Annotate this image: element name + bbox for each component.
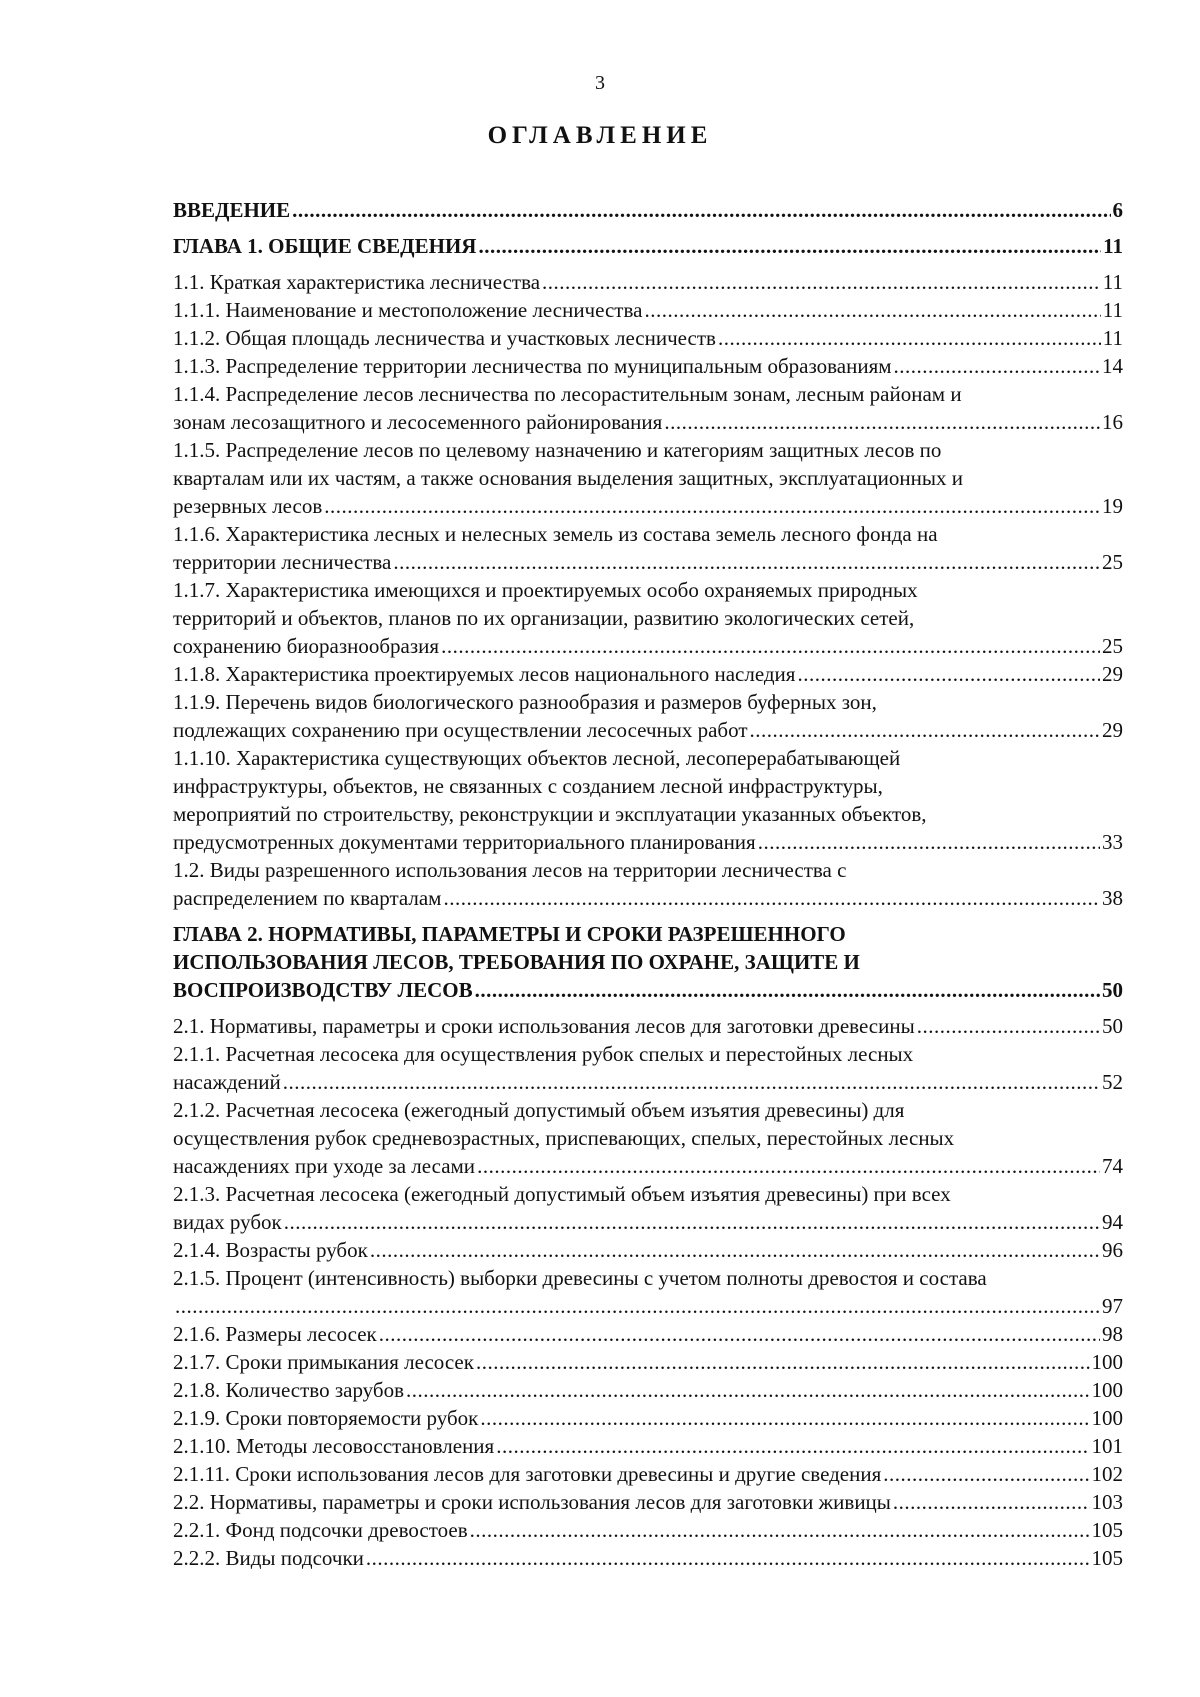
- dot-leader: [283, 1068, 1100, 1096]
- toc-entry-text: 2.1.6. Размеры лесосек: [173, 1322, 377, 1346]
- toc-entry-text: 1.1.2. Общая площадь лесничества и участковых лесничеств: [173, 326, 716, 350]
- dot-leader: [476, 1348, 1090, 1376]
- toc-entry-text: подлежащих сохранению при осуществлении лесосечных работ: [173, 718, 748, 742]
- table-of-contents: [173, 196, 1123, 1572]
- toc-entry: [173, 352, 1123, 380]
- toc-page-number: 98: [1102, 1322, 1123, 1346]
- toc-entry-text: 2.1. Нормативы, параметры и сроки использования лесов для заготовки древесины: [173, 1014, 915, 1038]
- toc-entry: [173, 1432, 1123, 1460]
- toc-page-number: 11: [1102, 298, 1123, 322]
- dot-leader: [542, 268, 1101, 296]
- toc-entry-text: зонам лесозащитного и лесосеменного районирования: [173, 410, 663, 434]
- toc-entry-text: 1.2. Виды разрешенного использования лесов на территории лесничества с: [173, 858, 847, 882]
- toc-page-number: 19: [1102, 494, 1123, 518]
- toc-entry-text: насаждениях при уходе за лесами: [173, 1154, 476, 1178]
- toc-page-number: 14: [1102, 354, 1123, 378]
- toc-entry-text: мероприятий по строительству, реконструкции и эксплуатации указанных объектов,: [173, 802, 927, 826]
- toc-entry-text: сохранению биоразнообразия: [173, 634, 440, 658]
- dot-leader: [475, 976, 1100, 1004]
- toc-page-number: 11: [1103, 234, 1123, 258]
- toc-page-number: 74: [1102, 1154, 1123, 1178]
- toc-entry: [173, 196, 1123, 224]
- dot-leader: [284, 1208, 1100, 1236]
- toc-entry-text: кварталам или их частям, а также основания выделения защитных, эксплуатационных и: [173, 466, 963, 490]
- toc-entry-text: 1.1.3. Распределение территории лесничества по муниципальным образованиям: [173, 354, 892, 378]
- toc-entry: [173, 1236, 1123, 1264]
- dot-leader: [370, 1236, 1100, 1264]
- toc-page-number: 103: [1091, 1490, 1123, 1514]
- toc-entry: [173, 1376, 1123, 1404]
- toc-entry-text: 1.1.6. Характеристика лесных и нелесных земель из состава земель лесного фонда на: [173, 522, 938, 546]
- toc-entry-text: 1.1.1. Наименование и местоположение лесничества: [173, 298, 643, 322]
- toc-entry: [173, 856, 1123, 912]
- toc-entry-text: 1.1.10. Характеристика существующих объектов лесной, лесоперерабатывающей: [173, 746, 901, 770]
- toc-page-number: 29: [1102, 662, 1123, 686]
- toc-entry-text: 2.1.4. Возрасты рубок: [173, 1238, 368, 1262]
- toc-page-number: 25: [1102, 550, 1123, 574]
- toc-entry: [173, 688, 1123, 744]
- dot-leader: [750, 716, 1100, 744]
- dot-leader: [441, 632, 1100, 660]
- toc-entry: [173, 296, 1123, 324]
- toc-entry: [173, 520, 1123, 576]
- dot-leader: [883, 1460, 1089, 1488]
- dot-leader: [917, 1012, 1100, 1040]
- dot-leader: [406, 1376, 1090, 1404]
- toc-page-number: 101: [1091, 1434, 1123, 1458]
- dot-leader: [893, 1488, 1090, 1516]
- toc-page-number: 100: [1091, 1350, 1123, 1374]
- toc-entry-text: 2.2.1. Фонд подсочки древостоев: [173, 1518, 468, 1542]
- dot-leader: [443, 884, 1100, 912]
- dot-leader: [718, 324, 1101, 352]
- dot-leader: [480, 1404, 1089, 1432]
- toc-entry: [173, 1040, 1123, 1096]
- toc-entry-text: ГЛАВА 2. НОРМАТИВЫ, ПАРАМЕТРЫ И СРОКИ РАЗРЕШЕННОГО: [173, 922, 846, 946]
- toc-entry-text: 1.1.4. Распределение лесов лесничества по лесорастительным зонам, лесным районам и: [173, 382, 962, 406]
- toc-entry: [173, 324, 1123, 352]
- toc-entry: [173, 1180, 1123, 1236]
- dot-leader: [175, 1292, 1100, 1320]
- toc-entry: [173, 1348, 1123, 1376]
- toc-entry: [173, 1404, 1123, 1432]
- toc-entry-text: 2.1.8. Количество зарубов: [173, 1378, 404, 1402]
- toc-entry: [173, 1488, 1123, 1516]
- toc-entry-text: ВОСПРОИЗВОДСТВУ ЛЕСОВ: [173, 978, 473, 1002]
- toc-entry-text: видах рубок: [173, 1210, 282, 1234]
- toc-entry: [173, 1516, 1123, 1544]
- toc-page-number: 16: [1102, 410, 1123, 434]
- toc-page-number: 50: [1102, 1014, 1123, 1038]
- dot-leader: [366, 1544, 1090, 1572]
- dot-leader: [477, 1152, 1100, 1180]
- toc-entry-text: 2.1.10. Методы лесовосстановления: [173, 1434, 495, 1458]
- toc-entry-text: 1.1. Краткая характеристика лесничества: [173, 270, 541, 294]
- toc-entry-text: распределением по кварталам: [173, 886, 442, 910]
- toc-entry-text: 2.1.1. Расчетная лесосека для осуществления рубок спелых и перестойных лесных: [173, 1042, 914, 1066]
- dot-leader: [470, 1516, 1090, 1544]
- toc-entry-text: предусмотренных документами территориального планирования: [173, 830, 756, 854]
- toc-entry-text: 2.1.11. Сроки использования лесов для заготовки древесины и другие сведения: [173, 1462, 882, 1486]
- toc-entry: [173, 1544, 1123, 1572]
- toc-page-number: 38: [1102, 886, 1123, 910]
- toc-entry: [173, 1264, 1123, 1320]
- dot-leader: [292, 196, 1110, 224]
- dot-leader: [496, 1432, 1089, 1460]
- toc-page-number: 102: [1091, 1462, 1123, 1486]
- toc-entry: [173, 1012, 1123, 1040]
- toc-entry-text: 1.1.5. Распределение лесов по целевому назначению и категориям защитных лесов по: [173, 438, 942, 462]
- toc-entry-text: 2.1.9. Сроки повторяемости рубок: [173, 1406, 479, 1430]
- toc-entry: [173, 744, 1123, 856]
- dot-leader: [644, 296, 1100, 324]
- toc-page-number: 52: [1102, 1070, 1123, 1094]
- dot-leader: [478, 232, 1101, 260]
- toc-entry-text: осуществления рубок средневозрастных, приспевающих, спелых, перестойных лесных: [173, 1126, 955, 1150]
- toc-entry: [173, 1096, 1123, 1180]
- toc-entry: [173, 660, 1123, 688]
- toc-page-number: 105: [1091, 1518, 1123, 1542]
- toc-entry-text: 2.1.5. Процент (интенсивность) выборки древесины с учетом полноты древостоя и состава: [173, 1266, 987, 1290]
- toc-entry-text: 2.2.2. Виды подсочки: [173, 1546, 364, 1570]
- toc-entry-text: 2.1.2. Расчетная лесосека (ежегодный допустимый объем изъятия древесины) для: [173, 1098, 905, 1122]
- toc-entry-text: ГЛАВА 1. ОБЩИЕ СВЕДЕНИЯ: [173, 234, 477, 258]
- toc-entry-text: территории лесничества: [173, 550, 392, 574]
- toc-entry-text: резервных лесов: [173, 494, 323, 518]
- toc-page-number: 96: [1102, 1238, 1123, 1262]
- toc-entry-text: 1.1.7. Характеристика имеющихся и проектируемых особо охраняемых природных: [173, 578, 918, 602]
- toc-page-number: 105: [1091, 1546, 1123, 1570]
- dot-leader: [797, 660, 1100, 688]
- toc-page-number: 100: [1091, 1378, 1123, 1402]
- dot-leader: [664, 408, 1100, 436]
- toc-page-number: 100: [1091, 1406, 1123, 1430]
- toc-entry-text: насаждений: [173, 1070, 281, 1094]
- toc-entry: [173, 380, 1123, 436]
- toc-entry-text: 2.1.3. Расчетная лесосека (ежегодный допустимый объем изъятия древесины) при всех: [173, 1182, 951, 1206]
- dot-leader: [894, 352, 1100, 380]
- toc-page-number: 94: [1102, 1210, 1123, 1234]
- dot-leader: [758, 828, 1100, 856]
- toc-page-number: 11: [1102, 326, 1123, 350]
- toc-entry: [173, 268, 1123, 296]
- toc-page-number: 29: [1102, 718, 1123, 742]
- toc-entry-text: территорий и объектов, планов по их организации, развитию экологических сетей,: [173, 606, 915, 630]
- page-number: 3: [595, 72, 605, 94]
- toc-entry-text: ИСПОЛЬЗОВАНИЯ ЛЕСОВ, ТРЕБОВАНИЯ ПО ОХРАНЕ, ЗАЩИТЕ И: [173, 950, 860, 974]
- dot-leader: [393, 548, 1100, 576]
- toc-entry: [173, 920, 1123, 1004]
- toc-page-number: 6: [1112, 198, 1123, 222]
- toc-title: ОГЛАВЛЕНИЕ: [487, 122, 713, 149]
- dot-leader: [379, 1320, 1100, 1348]
- dot-leader: [324, 492, 1100, 520]
- toc-entry: [173, 1460, 1123, 1488]
- toc-entry: [173, 576, 1123, 660]
- toc-page-number: 33: [1102, 830, 1123, 854]
- toc-entry-text: 2.1.7. Сроки примыкания лесосек: [173, 1350, 474, 1374]
- toc-entry-text: 2.2. Нормативы, параметры и сроки использования лесов для заготовки живицы: [173, 1490, 891, 1514]
- toc-entry: [173, 436, 1123, 520]
- toc-entry-text: 1.1.9. Перечень видов биологического разнообразия и размеров буферных зон,: [173, 690, 877, 714]
- toc-entry-text: 1.1.8. Характеристика проектируемых лесов национального наследия: [173, 662, 796, 686]
- toc-page-number: 97: [1102, 1294, 1123, 1318]
- toc-page-number: 11: [1102, 270, 1123, 294]
- toc-page-number: 25: [1102, 634, 1123, 658]
- toc-page-number: 50: [1102, 978, 1123, 1002]
- toc-entry-text: ВВЕДЕНИЕ: [173, 198, 291, 222]
- toc-entry-text: инфраструктуры, объектов, не связанных с созданием лесной инфраструктуры,: [173, 774, 883, 798]
- toc-entry: [173, 1320, 1123, 1348]
- toc-entry: [173, 232, 1123, 260]
